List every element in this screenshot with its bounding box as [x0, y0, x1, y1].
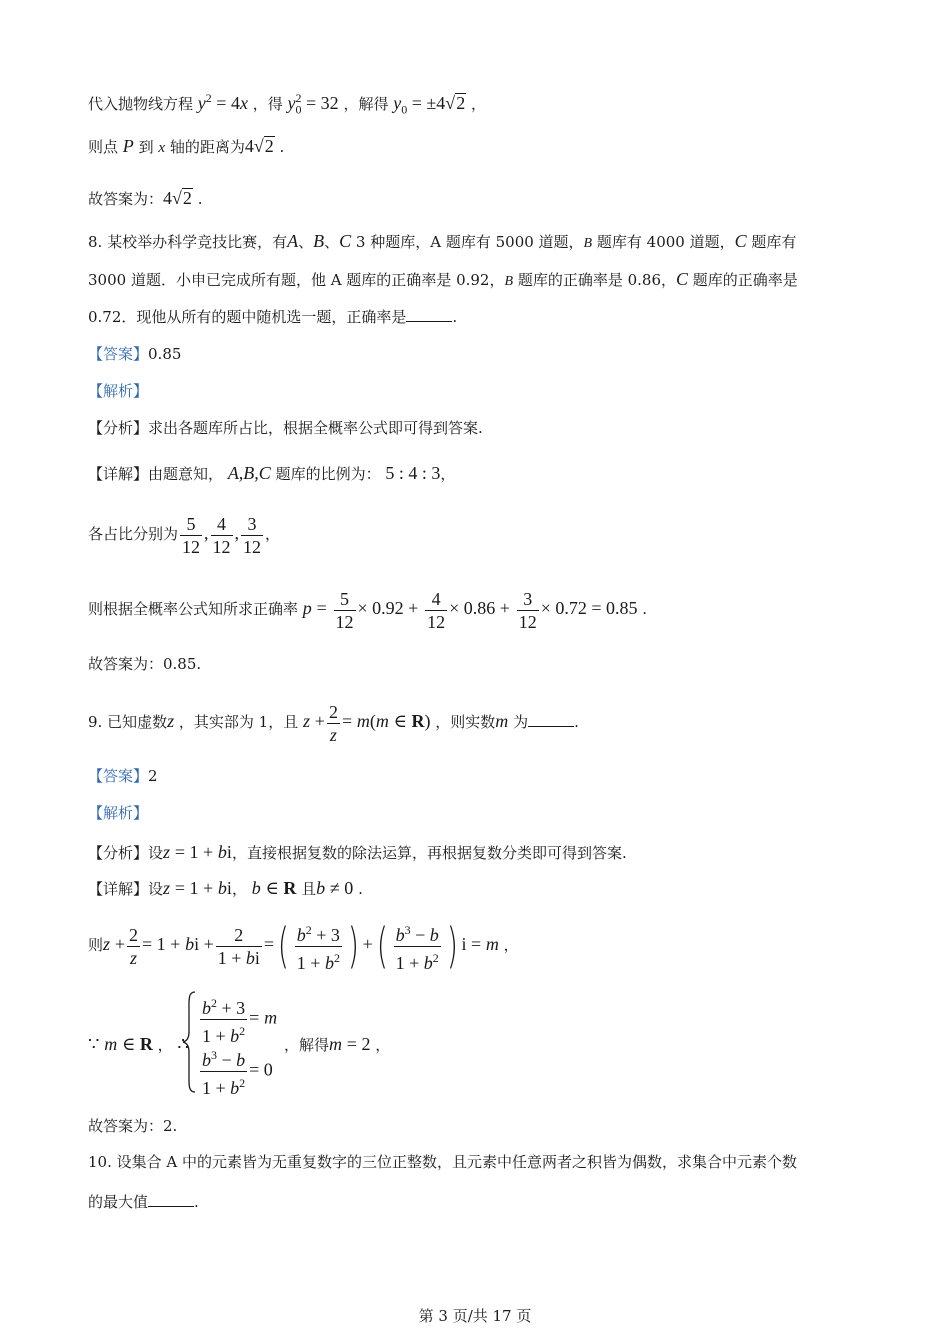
math-answer-7: 4√2	[163, 188, 192, 208]
probability-line: 则根据全概率公式知所求正确率 p = $\frac{5}{12}$ × 0.92 + $\frac{4}{12}$ × 0.86 + $\frac{3}{12}$ × 0.72 = 0.85 .	[88, 588, 648, 632]
fraction: $\frac{3}{12}$	[243, 513, 262, 557]
fraction: $\frac{4}{12}$	[427, 588, 446, 632]
fraction: $\frac{5}{12}$	[335, 588, 354, 632]
answer-9: 【答案】2	[88, 767, 158, 785]
system-eq2: $\frac{b^3 - b}{1 + b^2}$ = 0	[198, 1044, 273, 1099]
system-eq1: $\frac{b^2 + 3}{1 + b^2}$ = m	[198, 992, 277, 1047]
fraction: $\frac{2}{z}$	[328, 701, 338, 745]
text-line: 故答案为：4√2 .	[88, 188, 203, 208]
share-line: 各占比分别为 $\frac{5}{12}$ , $\frac{4}{12}$ , $\frac{3}{12}$ ，	[88, 513, 281, 557]
answer-8: 【答案】0.85	[88, 345, 182, 363]
detail-8: 【详解】由题意知， A,B,C 题库的比例为： 5 : 4 : 3，	[88, 463, 456, 483]
page-footer: 第 3 页/共 17 页	[418, 1307, 532, 1325]
question-8-line2: 3000 道题．小申已完成所有题，他 A 题库的正确率是 0.92，B 题库的正确率是 0.86，C 题库的正确率是	[88, 269, 798, 289]
answer-blank	[148, 1191, 194, 1207]
final-8: 故答案为：0.85.	[88, 655, 202, 673]
math-parabola: $y^2 = 4x$	[197, 91, 248, 113]
solve-line: ，解得m = 2 ，	[284, 1034, 391, 1054]
question-9: 9. 已知虚数z ，其实部为 1，且 z + $\frac{2}{z}$ = m(m ∈ R) ，则实数m 为 .	[88, 701, 579, 745]
detail-9: 【详解】设z = 1 + bi， b ∈ R 且b ≠ 0 .	[88, 878, 363, 898]
question-8-line3: 0.72．现他从所有的题中随机选一题，正确率是 .	[88, 308, 458, 326]
question-10-line1: 10. 设集合 A 中的元素皆为无重复数字的三位正整数，且元素中任意两者之积皆为偶数，求集合中元素个数	[88, 1153, 797, 1171]
text-line: 则点 P 到 x 轴的距离为4√2 .	[88, 136, 285, 156]
equation-9: 则z + $\frac{2}{z}$ = 1 + bi + $\frac{2}{1 + bi}$ =( $\frac{b^2 + 3}{1 + b^2}$ ) +( $\frac{b^3 - b}{1 + b^2}$ ) i = m ，	[88, 918, 519, 974]
analysis-8: 【分析】求出各题库所占比，根据全概率公式即可得到答案.	[88, 419, 483, 437]
analysis-tag: 【解析】	[88, 804, 149, 822]
final-9: 故答案为：2.	[88, 1117, 178, 1135]
analysis-9: 【分析】设z = 1 + bi，直接根据复数的除法运算，再根据复数分类即可得到答案.	[88, 842, 627, 862]
fraction: $\frac{3}{12}$	[518, 588, 537, 632]
answer-blank	[528, 711, 574, 727]
question-10-line2: 的最大值 .	[88, 1193, 199, 1211]
math-distance: 4√2	[244, 136, 274, 156]
math-y0sq: $y_0^2 = 32$	[287, 91, 339, 117]
text-line: 代入抛物线方程 $y^2 = 4x$ ，得 $y_0^2 = 32$ ，解得 $y_0 = \pm 4√2$ ，	[88, 91, 486, 117]
analysis-tag: 【解析】	[88, 382, 149, 400]
because-line: ∵ m ∈ R ， ∴	[88, 1034, 189, 1054]
fraction: $\frac{4}{12}$	[212, 513, 231, 557]
question-8-line1: 8. 某校举办科学竞技比赛，有A、B、C 3 种题库，A 题库有 5000 道题，B 题库有 4000 道题，C 题库有	[88, 231, 797, 251]
brace-icon	[182, 990, 196, 1094]
answer-blank	[406, 306, 452, 322]
math-y0: $y_0 = \pm 4√2$	[393, 93, 466, 117]
fraction: $\frac{5}{12}$	[182, 513, 201, 557]
